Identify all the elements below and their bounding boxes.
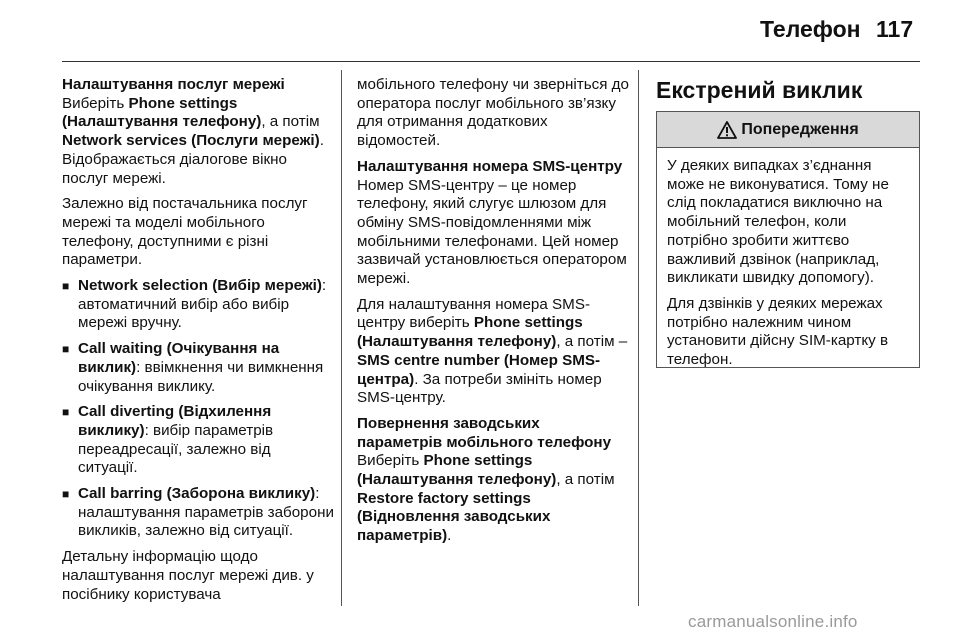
list-item — [62, 403, 334, 478]
column-1 — [62, 76, 334, 611]
phone-settings-term: Phone settings (Налаштування телефону) — [357, 452, 557, 489]
text-segment: . — [447, 527, 452, 545]
header-rule — [62, 61, 920, 62]
text-segment: . За потреби змініть номер SMS-центру. — [357, 370, 602, 407]
text-segment: Для налаштування номера SMS-центру виберіть — [357, 295, 591, 332]
bullet-icon: ■ — [62, 342, 70, 357]
phone-settings-term: Phone settings (Налаштування телефону) — [62, 94, 262, 131]
page-header — [0, 0, 960, 62]
text-segment: , а потім – — [556, 333, 628, 351]
text-segment: , а потім — [556, 471, 615, 489]
watermark: carmanualsonline.info — [688, 612, 858, 631]
phone-settings-term: Phone settings (Налаштування телефону) — [357, 314, 583, 351]
factory-reset-instructions — [357, 452, 629, 546]
factory-reset-heading: Повернення заводських параметрів мобільного телефону — [357, 414, 612, 451]
option-label: Call diverting (Відхилення виклику) — [78, 403, 272, 439]
text-segment: Виберіть — [357, 452, 424, 470]
page-title: Телефон — [760, 16, 861, 42]
option-label: Network selection (Вибір мережі) — [78, 277, 322, 295]
list-item — [62, 485, 334, 541]
column-divider-1 — [341, 70, 342, 606]
sms-centre-heading: Налаштування номера SMS-центру — [357, 157, 623, 175]
provider-paragraph: Залежно від постачальника послуг мережі та моделі мобільного телефону, доступними є різні параметри. — [62, 195, 308, 269]
bullet-icon: ■ — [62, 405, 70, 420]
option-text: : ввімкнення чи вимкнення очікування виклику. — [78, 358, 324, 395]
text-segment: . Відображається діалогове вікно послуг мережі. — [62, 132, 324, 187]
emergency-call-title: Екстрений виклик — [656, 77, 863, 103]
warning-body — [657, 148, 919, 370]
sms-centre-term: SMS centre number (Номер SMS-центра) — [357, 351, 601, 388]
page-number: 117 — [876, 16, 914, 42]
warning-header — [657, 112, 919, 148]
text-segment: , а потім — [261, 113, 320, 131]
details-paragraph: Детальну інформацію щодо налаштування послуг мережі див. у посібнику користувача — [62, 548, 314, 603]
options-list — [62, 277, 334, 541]
warning-paragraph-1: У деяких випадках з’єднання може не виконуватися. Тому не слід покладатися виключно на мобільний телефон, коли потрібно зробити життєво важливий дзвінок (наприклад, викликати швидку допомогу). — [667, 157, 889, 287]
option-text: : вибір параметрів переадресації, залежно від ситуації. — [78, 421, 274, 477]
continued-paragraph: мобільного телефону чи зверніться до оператора послуг мобільного зв’язку для отримання додаткових відомостей. — [357, 76, 629, 150]
restore-factory-term: Restore factory settings (Відновлення заводських параметрів) — [357, 489, 551, 545]
column-2 — [357, 76, 629, 553]
option-label: Call waiting (Очікування на виклик) — [78, 340, 280, 376]
sms-centre-description: Номер SMS-центру – це номер телефону, який слугує шлюзом для обміну SMS-повідомленнями між мобільними телефонами. Цей номер зазвичай установлюється оператором мережі. — [357, 176, 627, 288]
option-text: : налаштування параметрів заборони викликів, залежно від ситуації. — [78, 485, 334, 540]
option-text: : автоматичний вибір або вибір мережі вручну. — [78, 277, 327, 332]
warning-box — [656, 111, 920, 368]
option-label: Call barring (Заборона виклику) — [78, 485, 316, 503]
network-services-heading: Налаштування послуг мережі — [62, 76, 285, 93]
column-divider-2 — [638, 70, 639, 606]
list-item — [62, 277, 334, 333]
list-item — [62, 340, 334, 396]
network-services-paragraph — [62, 95, 334, 189]
warning-paragraph-2: Для дзвінків у деяких мережах потрібно належним чином установити дійсну SIM-картку в телефон. — [667, 294, 889, 369]
text-segment: Виберіть — [62, 94, 129, 112]
sms-centre-instructions — [357, 296, 629, 408]
warning-triangle-icon — [717, 121, 737, 139]
network-services-term: Network services (Послуги мережі) — [62, 132, 320, 150]
bullet-icon: ■ — [62, 279, 70, 294]
warning-label: Попередження — [741, 120, 859, 138]
bullet-icon: ■ — [62, 487, 70, 502]
